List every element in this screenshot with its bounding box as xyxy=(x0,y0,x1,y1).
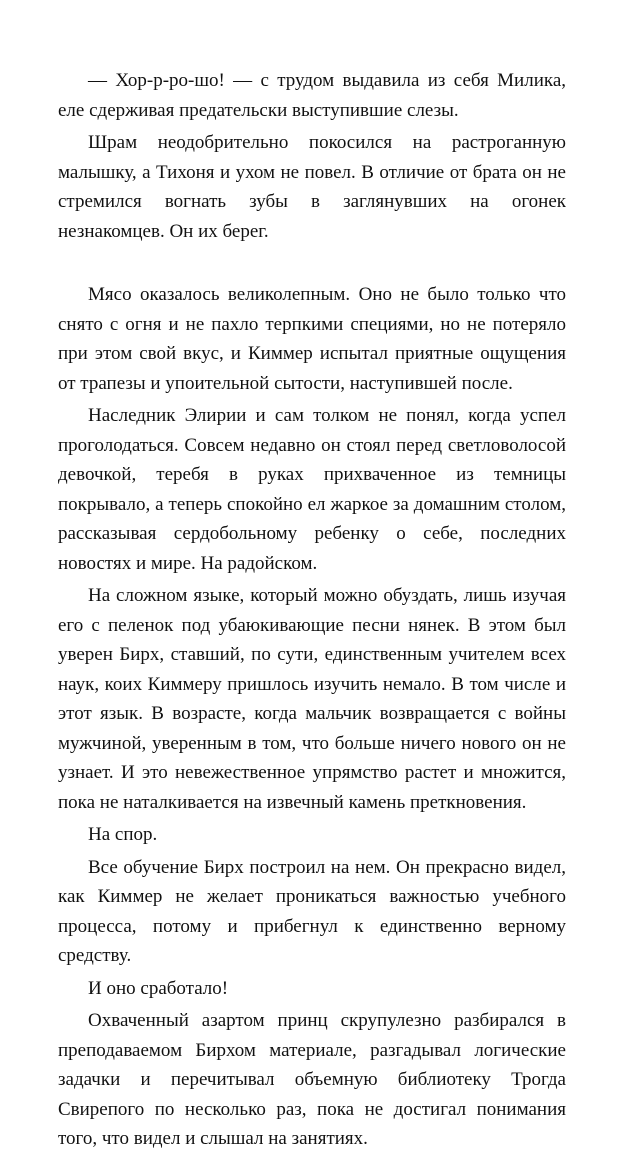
section-break xyxy=(58,249,566,280)
paragraph: На сложном языке, который можно обуздать, лишь изучая его с пеленок под убаюкивающие песни нянек. В этом был уверен Бирх, ставший, по сути, единственным учителем всех наук, коих Киммеру пришлось изучить немало. В том числе и этот язык. В возрасте, когда мальчик возвращается с войны мужчиной, уверенным в том, что больше ничего нового он не узнает. И это невежественное упрямство растет и множится, пока не наталкивается на извечный камень преткновения. xyxy=(58,585,566,813)
paragraph: Охваченный азартом принц скрупулезно разбирался в преподаваемом Бирхом материале, разгадывал логические задачки и перечитывал объемную библиотеку Трогда Свирепого по несколько раз, пока не достигал понимания того, что видел и слышал на занятиях. xyxy=(58,1010,566,1149)
paragraph: На спор. xyxy=(88,824,158,845)
paragraph: Наследник Элирии и сам толком не понял, когда успел проголодаться. Совсем недавно он стоял перед светловолосой девочкой, теребя в руках прихваченное из темницы покрывало, а теперь спокойно ел жаркое за домашним столом, рассказывая сердобольному ребенку о себе, последних новостях и мире. На радойском. xyxy=(58,405,566,574)
paragraph: И оно сработало! xyxy=(88,977,229,999)
paragraph: Шрам неодобрительно покосился на растроганную малышку, а Тихоня и ухом не повел. В отличие от брата он не стремился вогнать зубы в заглянувших на огонек незнакомцев. Он их берег. xyxy=(58,132,566,242)
paragraph: Все обучение Бирх построил на нем. Он прекрасно видел, как Киммер не желает проникаться важностью учебного процесса, потому и прибегнул к единственно верному средству. xyxy=(58,856,566,966)
paragraph-dialogue: — Хор-р-ро-шо! — с трудом выдавила из себя Милика, еле сдерживая предательски выступившие слезы. xyxy=(58,70,566,121)
paragraph: Мясо оказалось великолепным. Оно не было только что снято с огня и не пахло терпкими специями, но не потеряло при этом свой вкус, и Киммер испытал приятные ощущения от трапезы и упоительной сытости, наступившей после. xyxy=(58,284,566,394)
book-page xyxy=(58,66,566,1157)
